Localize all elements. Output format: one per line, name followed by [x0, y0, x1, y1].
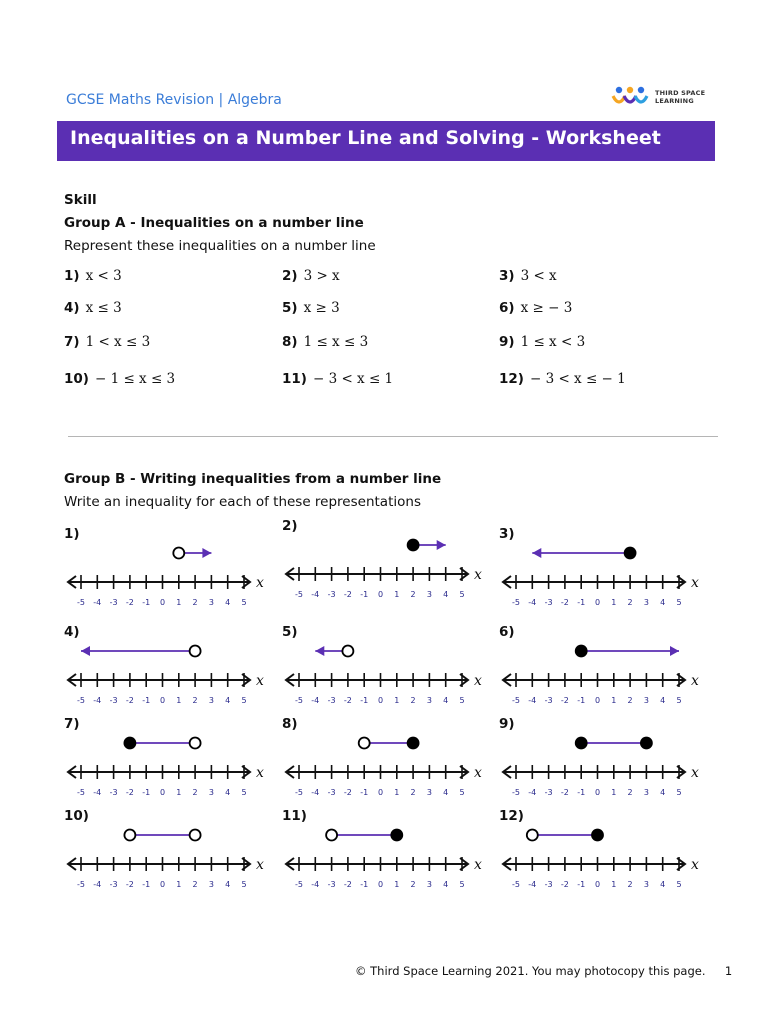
tick-label: -5 — [512, 598, 520, 607]
tick-label: 0 — [594, 696, 601, 705]
tick-label: 1 — [176, 598, 182, 607]
inequality-expression: x ≥ 3 — [303, 300, 340, 316]
number-line-9 — [499, 716, 714, 801]
number-line-12 — [499, 808, 714, 893]
tick-label: -5 — [295, 880, 303, 889]
number-line-label-5: 5) — [282, 624, 298, 640]
tick-label: 2 — [627, 598, 633, 607]
tick-label: -4 — [311, 880, 320, 889]
tick-label: 1 — [176, 788, 182, 797]
open-circle-icon — [190, 830, 201, 841]
tick-label: -2 — [343, 590, 352, 599]
tick-label: 3 — [208, 696, 214, 705]
number-line-1 — [64, 526, 279, 611]
tick-label: 3 — [426, 696, 432, 705]
tick-label: -2 — [560, 598, 569, 607]
axis-variable-label: x — [691, 765, 699, 781]
question-number: 5) — [282, 300, 298, 316]
solution-left-arrow-icon — [532, 548, 541, 558]
tick-label: -2 — [125, 880, 134, 889]
tick-label: 0 — [594, 598, 601, 607]
tick-label: -1 — [360, 788, 369, 797]
tick-label: 4 — [443, 590, 449, 599]
question-a-2 — [282, 268, 340, 284]
tick-label: 3 — [426, 590, 432, 599]
tick-label: 4 — [443, 880, 449, 889]
inequality-expression: 3 < x — [520, 268, 557, 284]
open-circle-icon — [190, 738, 201, 749]
tick-label: 4 — [443, 788, 449, 797]
inequality-expression: 1 ≤ x < 3 — [520, 334, 586, 350]
number-line-5 — [282, 624, 497, 709]
question-number: 4) — [64, 300, 80, 316]
tick-label: -4 — [528, 788, 537, 797]
tick-label: -3 — [327, 590, 336, 599]
inequality-expression: 1 ≤ x ≤ 3 — [303, 334, 369, 350]
number-line-label-10: 10) — [64, 808, 89, 824]
tick-label: -3 — [544, 788, 553, 797]
question-a-4 — [64, 300, 122, 316]
axis-variable-label: x — [474, 765, 482, 781]
tick-label: -4 — [93, 788, 102, 797]
question-number: 9) — [499, 334, 515, 350]
tick-label: 5 — [676, 696, 682, 705]
tick-label: 0 — [159, 788, 166, 797]
tick-label: -3 — [327, 696, 336, 705]
inequality-expression: − 1 ≤ x ≤ 3 — [94, 371, 176, 387]
tick-label: 1 — [611, 788, 617, 797]
tick-label: -2 — [343, 696, 352, 705]
axis-variable-label: x — [256, 575, 264, 591]
tick-label: -5 — [77, 598, 85, 607]
tick-label: 0 — [594, 880, 601, 889]
closed-circle-icon — [641, 738, 652, 749]
tick-label: 1 — [611, 880, 617, 889]
inequality-expression: x < 3 — [85, 268, 122, 284]
inequality-expression: − 3 < x ≤ 1 — [312, 371, 394, 387]
tick-label: -5 — [77, 696, 85, 705]
question-a-5 — [282, 300, 340, 316]
number-line-label-11: 11) — [282, 808, 307, 824]
tick-label: 5 — [241, 880, 247, 889]
axis-variable-label: x — [474, 567, 482, 583]
group-a-title: Group A - Inequalities on a number line — [64, 215, 364, 231]
axis-variable-label: x — [256, 765, 264, 781]
tick-label: 2 — [192, 598, 198, 607]
tick-label: -1 — [577, 598, 586, 607]
tick-label: 4 — [225, 696, 231, 705]
number-line-label-3: 3) — [499, 526, 515, 542]
solution-left-arrow-icon — [81, 646, 90, 656]
open-circle-icon — [527, 830, 538, 841]
tick-label: -3 — [544, 880, 553, 889]
closed-circle-icon — [124, 738, 135, 749]
tick-label: 3 — [643, 880, 649, 889]
tick-label: 1 — [394, 880, 400, 889]
tick-label: -1 — [577, 696, 586, 705]
question-number: 12) — [499, 371, 524, 387]
tick-label: -5 — [295, 788, 303, 797]
page-number: 1 — [724, 964, 733, 978]
tick-label: 5 — [676, 598, 682, 607]
tick-label: 3 — [208, 880, 214, 889]
closed-circle-icon — [391, 830, 402, 841]
logo-wordmark: THIRD SPACE LEARNING — [655, 89, 706, 105]
number-line-label-1: 1) — [64, 526, 80, 542]
tick-label: -4 — [311, 590, 320, 599]
open-circle-icon — [173, 548, 184, 559]
tick-label: 0 — [159, 598, 166, 607]
closed-circle-icon — [408, 738, 419, 749]
inequality-expression: 1 < x ≤ 3 — [85, 334, 151, 350]
tick-label: 2 — [192, 788, 198, 797]
question-number: 11) — [282, 371, 307, 387]
tick-label: 4 — [225, 788, 231, 797]
question-number: 3) — [499, 268, 515, 284]
question-number: 7) — [64, 334, 80, 350]
axis-variable-label: x — [691, 857, 699, 873]
tick-label: -1 — [360, 590, 369, 599]
tick-label: 2 — [192, 696, 198, 705]
question-a-7 — [64, 334, 150, 350]
tick-label: 5 — [676, 880, 682, 889]
tick-label: 3 — [643, 788, 649, 797]
number-line-label-8: 8) — [282, 716, 298, 732]
tick-label: 5 — [241, 788, 247, 797]
solution-right-arrow-icon — [437, 540, 446, 550]
page-title: Inequalities on a Number Line and Solving - Worksheet — [70, 127, 661, 149]
tick-label: 0 — [159, 696, 166, 705]
tick-label: -4 — [311, 696, 320, 705]
tick-label: -2 — [560, 880, 569, 889]
question-a-11 — [282, 371, 393, 387]
tick-label: 1 — [394, 696, 400, 705]
number-line-7 — [64, 716, 279, 801]
tick-label: 1 — [611, 598, 617, 607]
tick-label: -4 — [93, 880, 102, 889]
question-a-3 — [499, 268, 557, 284]
footer — [355, 964, 732, 978]
tick-label: 4 — [443, 696, 449, 705]
inequality-expression: − 3 < x ≤ − 1 — [529, 371, 626, 387]
tick-label: -4 — [528, 696, 537, 705]
tick-label: 2 — [192, 880, 198, 889]
question-number: 1) — [64, 268, 80, 284]
tick-label: -4 — [528, 598, 537, 607]
open-circle-icon — [342, 646, 353, 657]
tick-label: -3 — [327, 788, 336, 797]
tick-label: 3 — [208, 788, 214, 797]
tick-label: 4 — [225, 598, 231, 607]
tick-label: -3 — [544, 696, 553, 705]
tick-label: 2 — [627, 880, 633, 889]
tick-label: 4 — [225, 880, 231, 889]
breadcrumb: GCSE Maths Revision | Algebra — [66, 92, 282, 108]
number-line-label-12: 12) — [499, 808, 524, 824]
open-circle-icon — [359, 738, 370, 749]
tick-label: -5 — [295, 590, 303, 599]
tick-label: -4 — [93, 696, 102, 705]
number-line-8 — [282, 716, 497, 801]
question-number: 6) — [499, 300, 515, 316]
question-number: 2) — [282, 268, 298, 284]
tick-label: -1 — [360, 880, 369, 889]
inequality-expression: 3 > x — [303, 268, 340, 284]
tick-label: -1 — [577, 880, 586, 889]
question-a-9 — [499, 334, 585, 350]
closed-circle-icon — [592, 830, 603, 841]
axis-variable-label: x — [256, 857, 264, 873]
tick-label: 1 — [394, 788, 400, 797]
tick-label: 3 — [426, 788, 432, 797]
tick-label: -2 — [343, 880, 352, 889]
solution-left-arrow-icon — [315, 646, 324, 656]
solution-right-arrow-icon — [670, 646, 679, 656]
tick-label: -2 — [125, 696, 134, 705]
tick-label: 4 — [660, 880, 666, 889]
number-line-label-9: 9) — [499, 716, 515, 732]
tick-label: 4 — [660, 598, 666, 607]
closed-circle-icon — [625, 548, 636, 559]
open-circle-icon — [326, 830, 337, 841]
tick-label: 3 — [426, 880, 432, 889]
tick-label: -5 — [512, 880, 520, 889]
tick-label: 5 — [241, 598, 247, 607]
tick-label: 5 — [459, 880, 465, 889]
tick-label: 2 — [410, 590, 416, 599]
axis-variable-label: x — [691, 575, 699, 591]
tick-label: -1 — [142, 696, 151, 705]
tick-label: -1 — [360, 696, 369, 705]
tick-label: 5 — [459, 590, 465, 599]
axis-variable-label: x — [474, 673, 482, 689]
solution-right-arrow-icon — [202, 548, 211, 558]
number-line-label-2: 2) — [282, 518, 298, 534]
tick-label: 3 — [643, 598, 649, 607]
open-circle-icon — [190, 646, 201, 657]
number-line-2 — [282, 518, 497, 603]
tick-label: 2 — [627, 696, 633, 705]
tick-label: 1 — [611, 696, 617, 705]
inequality-expression: x ≤ 3 — [85, 300, 122, 316]
tick-label: 2 — [627, 788, 633, 797]
tick-label: 5 — [241, 696, 247, 705]
tick-label: 2 — [410, 788, 416, 797]
tick-label: -3 — [109, 696, 118, 705]
tick-label: 0 — [159, 880, 166, 889]
tick-label: 0 — [377, 696, 384, 705]
question-number: 8) — [282, 334, 298, 350]
inequality-expression: x ≥ − 3 — [520, 300, 573, 316]
question-a-10 — [64, 371, 175, 387]
tick-label: 0 — [377, 880, 384, 889]
number-line-11 — [282, 808, 497, 893]
tick-label: -1 — [142, 880, 151, 889]
tick-label: 5 — [459, 788, 465, 797]
tick-label: -4 — [93, 598, 102, 607]
number-line-6 — [499, 624, 714, 709]
tick-label: -5 — [77, 880, 85, 889]
open-circle-icon — [124, 830, 135, 841]
closed-circle-icon — [576, 646, 587, 657]
tick-label: -2 — [560, 696, 569, 705]
tick-label: 1 — [394, 590, 400, 599]
tick-label: -5 — [77, 788, 85, 797]
tick-label: -3 — [109, 788, 118, 797]
question-a-8 — [282, 334, 368, 350]
tick-label: 0 — [377, 590, 384, 599]
tick-label: -5 — [295, 696, 303, 705]
tick-label: 5 — [676, 788, 682, 797]
copyright-text: © Third Space Learning 2021. You may photocopy this page. — [355, 964, 706, 978]
tick-label: -1 — [577, 788, 586, 797]
tick-label: -2 — [125, 598, 134, 607]
axis-variable-label: x — [256, 673, 264, 689]
question-a-12 — [499, 371, 626, 387]
tick-label: -3 — [544, 598, 553, 607]
tick-label: 3 — [208, 598, 214, 607]
section-divider — [68, 436, 718, 437]
tick-label: 4 — [660, 788, 666, 797]
tick-label: 0 — [594, 788, 601, 797]
tick-label: 2 — [410, 880, 416, 889]
group-b-title: Group B - Writing inequalities from a number line — [64, 471, 442, 487]
tick-label: 2 — [410, 696, 416, 705]
group-a-instruction: Represent these inequalities on a number line — [64, 238, 376, 254]
axis-variable-label: x — [691, 673, 699, 689]
tick-label: 0 — [377, 788, 384, 797]
group-b-instruction: Write an inequality for each of these representations — [64, 494, 421, 510]
tick-label: -5 — [512, 788, 520, 797]
tick-label: 4 — [660, 696, 666, 705]
tick-label: -3 — [109, 880, 118, 889]
question-a-1 — [64, 268, 122, 284]
tick-label: 1 — [176, 880, 182, 889]
tick-label: -1 — [142, 598, 151, 607]
closed-circle-icon — [576, 738, 587, 749]
number-line-label-6: 6) — [499, 624, 515, 640]
skill-label: Skill — [64, 192, 97, 208]
tick-label: -2 — [125, 788, 134, 797]
number-line-3 — [499, 526, 714, 611]
tick-label: -1 — [142, 788, 151, 797]
number-line-label-7: 7) — [64, 716, 80, 732]
tick-label: 1 — [176, 696, 182, 705]
tick-label: -4 — [311, 788, 320, 797]
number-line-10 — [64, 808, 279, 893]
axis-variable-label: x — [474, 857, 482, 873]
tick-label: -3 — [109, 598, 118, 607]
tick-label: 5 — [459, 696, 465, 705]
tick-label: -2 — [560, 788, 569, 797]
question-a-6 — [499, 300, 572, 316]
tick-label: -5 — [512, 696, 520, 705]
number-line-4 — [64, 624, 279, 709]
tick-label: -4 — [528, 880, 537, 889]
tick-label: 3 — [643, 696, 649, 705]
tick-label: -3 — [327, 880, 336, 889]
number-line-label-4: 4) — [64, 624, 80, 640]
question-number: 10) — [64, 371, 89, 387]
tick-label: -2 — [343, 788, 352, 797]
closed-circle-icon — [408, 540, 419, 551]
